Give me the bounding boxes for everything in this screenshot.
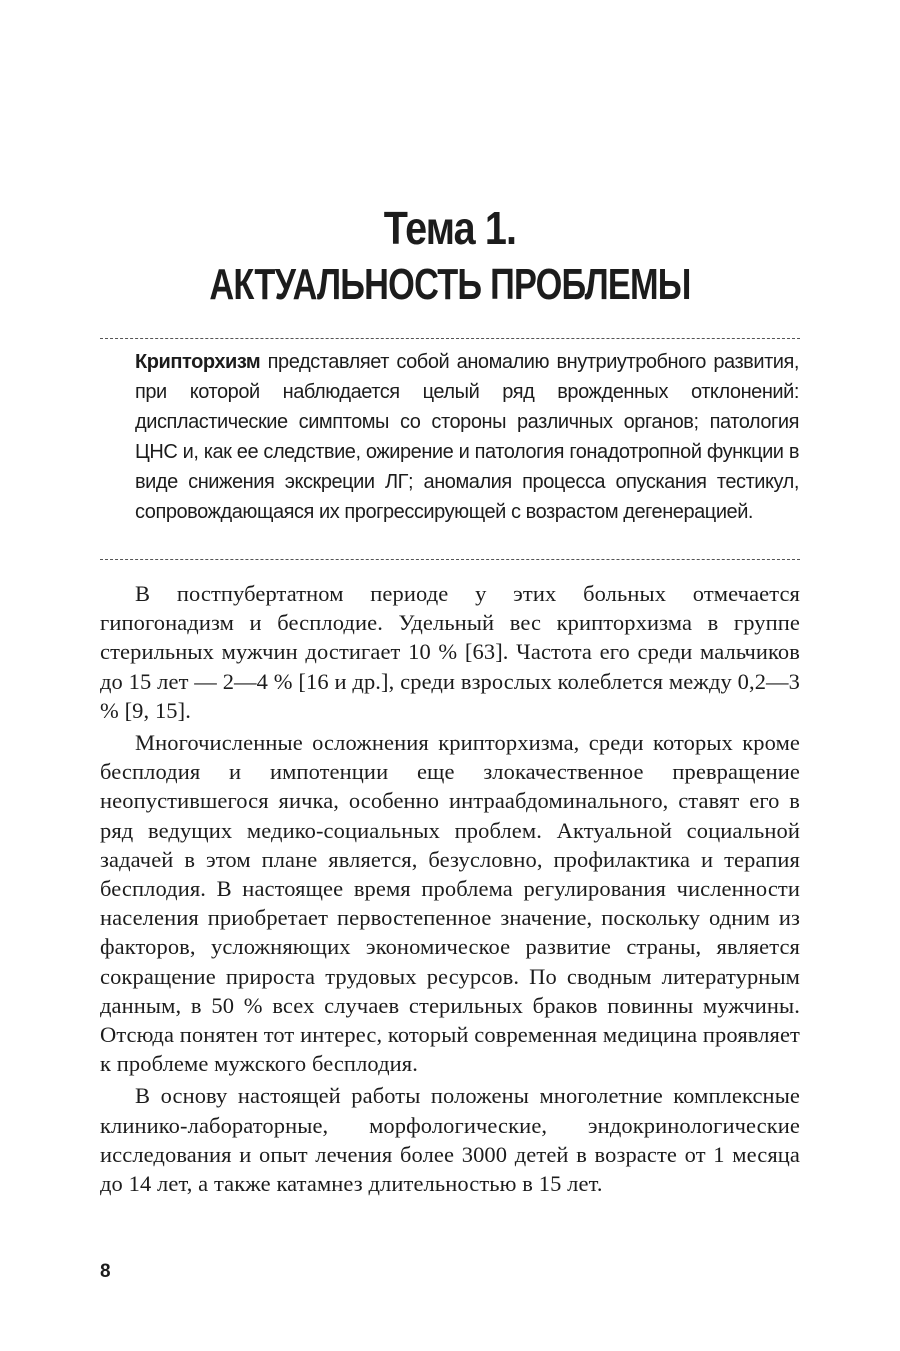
- paragraph-3: В основу настоящей работы положены многолетние комплексные клинико-лабораторные, морфологические, эндокринологические исследования и опыт лечения более 3000 детей в возрасте от 1 месяца до 14 лет, а также катамнез длительностью в 15 лет.: [100, 1083, 800, 1197]
- page-number: 8: [100, 1261, 111, 1282]
- definition-bottom-rule: [100, 559, 800, 560]
- chapter-number: Тема 1.: [383, 202, 517, 254]
- body-text: [100, 579, 800, 1201]
- definition-term: Крипторхизм: [135, 351, 261, 373]
- paragraph-2: Многочисленные осложнения крипторхизма, среди которых кроме бесплодия и импотенции еще злокачественное превращение неопустившегося яичка, особенно интраабдоминального, ставят его в ряд ведущих медико-социальных проблем. Актуальной социальной задачей в этом плане является, безусловно, профилактика и терапия бесплодия. В настоящее время проблема регулирования численности населения приобретает первостепенное значение, поскольку одним из факторов, усложняющих экономическое развитие страны, является сокращение прироста трудовых ресурсов. По сводным литературным данным, в 50 % всех случаев стерильных браков повинны мужчины. Отсюда понятен тот интерес, который современная медицина проявляет к проблеме мужского бесплодия.: [100, 730, 800, 1077]
- definition-text: представляет собой аномалию внутриутробного развития, при которой наблюдается целый ряд врожденных отклонений: диспластические симптомы со стороны различных органов; патология ЦНС и, как ее следствие, ожирение и патология гонадотропной функции в виде снижения экскреции ЛГ; аномалия процесса опускания тестикул, сопровождающаяся их прогрессирующей с возрастом дегенерацией.: [135, 351, 799, 523]
- definition-box: [135, 347, 799, 527]
- definition-top-rule: [100, 338, 800, 339]
- chapter-title: АКТУАЛЬНОСТЬ ПРОБЛЕМЫ: [209, 260, 691, 309]
- paragraph-1: В постпубертатном периоде у этих больных отмечается гипогонадизм и бесплодие. Удельный вес крипторхизма в группе стерильных мужчин достигает 10 % [63]. Частота его среди мальчиков до 15 лет — 2—4 % [16 и др.], среди взрослых колеблется между 0,2—3 % [9, 15].: [100, 581, 800, 723]
